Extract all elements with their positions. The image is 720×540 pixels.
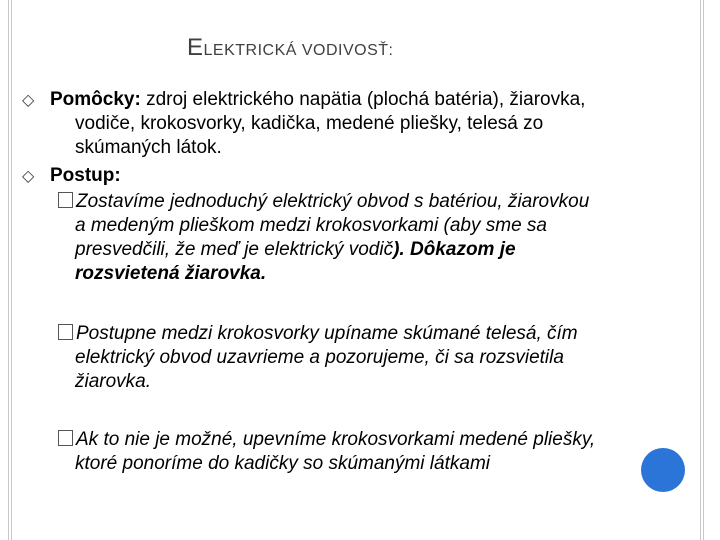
step-2-line2: elektrický obvod uzavrieme a pozorujeme, či sa rozsvietila	[75, 347, 564, 368]
step-2-line3: žiarovka.	[75, 371, 152, 392]
item-pomocky	[50, 88, 690, 160]
title-word-1: LEKTRICKÁ	[203, 42, 302, 59]
diamond-bullet-icon: ◇	[22, 92, 35, 109]
title-initial: E	[187, 34, 204, 61]
decorative-circle-icon	[641, 448, 685, 492]
step-1-line3b: ). Dôkazom je	[393, 239, 516, 260]
step-3	[58, 428, 698, 476]
item-pomocky-text: zdroj elektrického napätia (plochá batéria), žiarovka,	[140, 89, 586, 110]
checkbox-bullet-icon	[58, 430, 73, 446]
item-pomocky-label: Pomôcky:	[50, 89, 141, 110]
checkbox-bullet-icon	[58, 192, 73, 208]
item-postup	[50, 164, 121, 188]
item-pomocky-line2: vodiče, krokosvorky, kadička, medené pliešky, telesá zo	[75, 113, 544, 134]
slide-title	[187, 34, 394, 62]
step-1-line2: a medeným plieškom medzi krokosvorkami (aby sme sa	[75, 215, 547, 236]
step-3-line1: Ak to nie je možné, upevníme krokosvorkami medené pliešky,	[76, 429, 596, 450]
step-2-line1: Postupne medzi krokosvorky upíname skúmané telesá, čím	[76, 323, 578, 344]
step-1-line1: Zostavíme jednoduchý elektrický obvod s batériou, žiarovkou	[76, 191, 590, 212]
step-3-line2: ktoré ponoríme do kadičky so skúmanými látkami	[75, 453, 490, 474]
item-pomocky-line3: skúmaných látok.	[75, 137, 222, 158]
step-1	[58, 190, 698, 286]
step-2	[58, 322, 698, 394]
slide-frame-left	[8, 0, 12, 540]
checkbox-bullet-icon	[58, 324, 73, 340]
step-1-line3a: presvedčili, že meď je elektrický vodič	[75, 239, 394, 260]
title-word-2: VODIVOSŤ:	[301, 42, 394, 59]
slide-frame-right	[700, 0, 704, 540]
step-1-line4: rozsvietená žiarovka.	[75, 263, 267, 284]
item-postup-label: Postup:	[50, 165, 121, 186]
diamond-bullet-icon: ◇	[22, 168, 35, 185]
